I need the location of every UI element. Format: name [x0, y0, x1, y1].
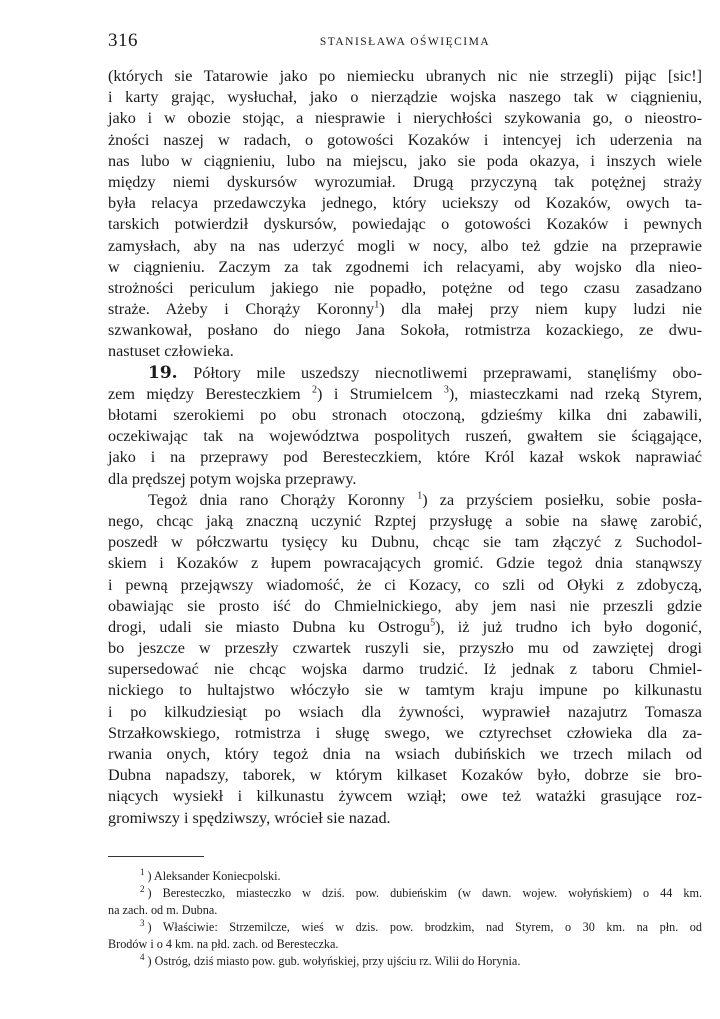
page-header — [108, 30, 702, 58]
text-line: straże. Ażeby i Chorąży Koronny$^1$) dla małej przy niem kupy ludzi nie — [108, 299, 702, 319]
footnote-ref: 5 — [430, 617, 436, 629]
footnote-continuation: Brodów i o 4 km. na płd. zach. od Beresteczka. — [108, 937, 339, 951]
text-line: (których sie Tatarowie jako po niemiecku ubranych nic nie strzegli) pijąc [sic!] — [108, 67, 702, 85]
section-19-start: 19. Półtory mile uszedszy niecnotliwemi przeprawami, stanęliśmy obo- — [148, 362, 702, 383]
paragraph-start: Tegoż dnia rano Chorąży Koronny $^1$) za przyściem posiełku, sobie posła- — [148, 490, 702, 509]
footnote-ref: 2 — [312, 384, 318, 396]
text-line: nastuset człowieka. — [108, 342, 234, 361]
page-number: 316 — [108, 30, 138, 51]
text-line: gromiwszy i spędziwszy, wrócieł sie nazad. — [108, 808, 391, 827]
text-line: strożności periculum jakiego nie popadło, potężne od tego czasu zasadzano — [108, 278, 702, 297]
text-line: dla prędszej potym wojska przeprawy. — [108, 469, 357, 488]
text-line: nas lubo w ciągnieniu, lubo na miejscu, jako sie poda okazya, i inszych wiele — [108, 151, 702, 170]
text-line: Dubna napadszy, taborek, w którym kilkaset Kozaków było, dobrze sie bro- — [108, 766, 702, 785]
text-line: była relacya przedawczyka jednego, który uciekszy od Kozaków, owych ta- — [108, 194, 702, 213]
text-line: i po kilkudziesiąt po wsiach dla żywności, wyprawieł nazajutrz Tomasza — [108, 702, 702, 721]
text-line: rwania onych, który tegoż dnia na wsiach dubińskich we trzech milach od — [108, 745, 702, 763]
text-line: tarskich potwierdził dyskursów, powiedając o gotowości Kozaków i pewnych — [108, 215, 702, 234]
text-line: jako i na przeprawy pod Beresteczkiem, które Król kazał wskok naprawiać — [108, 448, 702, 467]
footnotes — [108, 868, 702, 970]
text-line: oczekiwając tak na województwa pospolitych ruszeń, gwałtem sie ściągające, — [108, 427, 702, 446]
text-line: skiem i Kozaków z łupem powracających gromić. Gdzie tegoż dnia stanąwszy — [108, 554, 702, 573]
footnote: $^3$ ) Właściwie: Strzemilcze, wieś w dzis. pow. brodzkim, nad Styrem, o 30 km. na płn. od — [140, 917, 702, 934]
text-line: jako i w obozie stojąc, a niesprawie i nierychłości szykowania go, o nieostro- — [108, 109, 702, 128]
text-line: błotami szerokiemi po obu stronach otoczoną, gdzieśmy kilka dni zabawili, — [108, 406, 702, 424]
text-line: zem między Beresteczkiem $^2$) i Strumielcem $^3$), miasteczkami nad rzeką Styrem, — [108, 384, 702, 403]
text-line: nickiego to hultajstwo włóczyło sie w tamtym kraju impune po kilkunastu — [108, 681, 702, 700]
text-line: drogi, udali sie miasto Dubna ku Ostrogu$^5$), iż już trudno ich było dogonić, — [108, 617, 702, 636]
running-head: STANISŁAWA OŚWIĘCIMA — [319, 36, 491, 48]
footnote: $^1$ ) Aleksander Koniecpolski. — [140, 866, 281, 883]
text-line: niących wysiekł i kilkunastu żywcem wziął; owe też watażki grasujące roz- — [108, 787, 702, 806]
footnote-continuation: na zach. od m. Dubna. — [108, 903, 218, 917]
text-line: poszedł w półczwartu tysięcy ku Dubnu, chcąc sie tam złączyć z Suchodol- — [108, 533, 702, 552]
footnote: $^4$ ) Ostróg, dziś miasto pow. gub. wołyńskiej, przy ujściu rz. Wilii do Horynia. — [140, 951, 521, 968]
footnote-ref: 3 — [443, 384, 449, 396]
text-line: bo jeszcze w przeszły czwartek ruszyli sie, przyszło mu od zawziętej drogi — [108, 639, 702, 658]
text-line: między niemi dyskursów wyrozumiał. Drugą przyczyną tak potężnej straży — [108, 172, 702, 191]
footnote-ref: 1 — [417, 490, 423, 502]
footnote-ref: 1 — [374, 299, 380, 311]
text-line: obawiając sie prosto iść do Chmielnickiego, aby jem nasi nie przeszli gdzie — [108, 596, 702, 615]
text-line: supersedować nie chcąc wojska darmo trudzić. Iż jednak z taboru Chmiel- — [108, 660, 702, 679]
text-line: w ciągnieniu. Zaczym za tak zgodnemi ich relacyami, aby wojsko dla nieo- — [108, 257, 702, 276]
section-number: 19. — [148, 362, 178, 383]
text-line: zamysłach, aby na nas uderzyć mogli w nocy, albo też gdzie na przeprawie — [108, 236, 702, 255]
body-text — [108, 66, 702, 829]
text-line: i pewną przejąwszy wiadomość, że ci Kozacy, co szli od Ołyki z zdobyczą, — [108, 575, 702, 594]
text-line: i karty grając, wysłuchał, jako o nierządzie wojska naszego tak w ciągnieniu, — [108, 88, 702, 107]
text-line: Strzałkowskiego, rotmistrza i sługę swego, we cztyrechset człowieka dla za- — [108, 723, 702, 742]
text-line: nego, chcąc jaką znaczną uczynić Rzptej przysługę a sobie na sławę zarobić, — [108, 511, 702, 530]
text-line: szwankował, posłano do niego Jana Sokoła, rotmistrza kozackiego, ze dwu- — [108, 321, 702, 340]
text-line: żności naszej w radach, o gotowości Kozaków i intencyej ich uderzenia na — [108, 130, 702, 149]
footnote-rule — [108, 856, 204, 857]
footnote: $^2$ ) Beresteczko, miasteczko w dziś. pow. dubieńskim (w dawn. wojew. wołyńskiem) o 44 km. — [140, 883, 702, 900]
